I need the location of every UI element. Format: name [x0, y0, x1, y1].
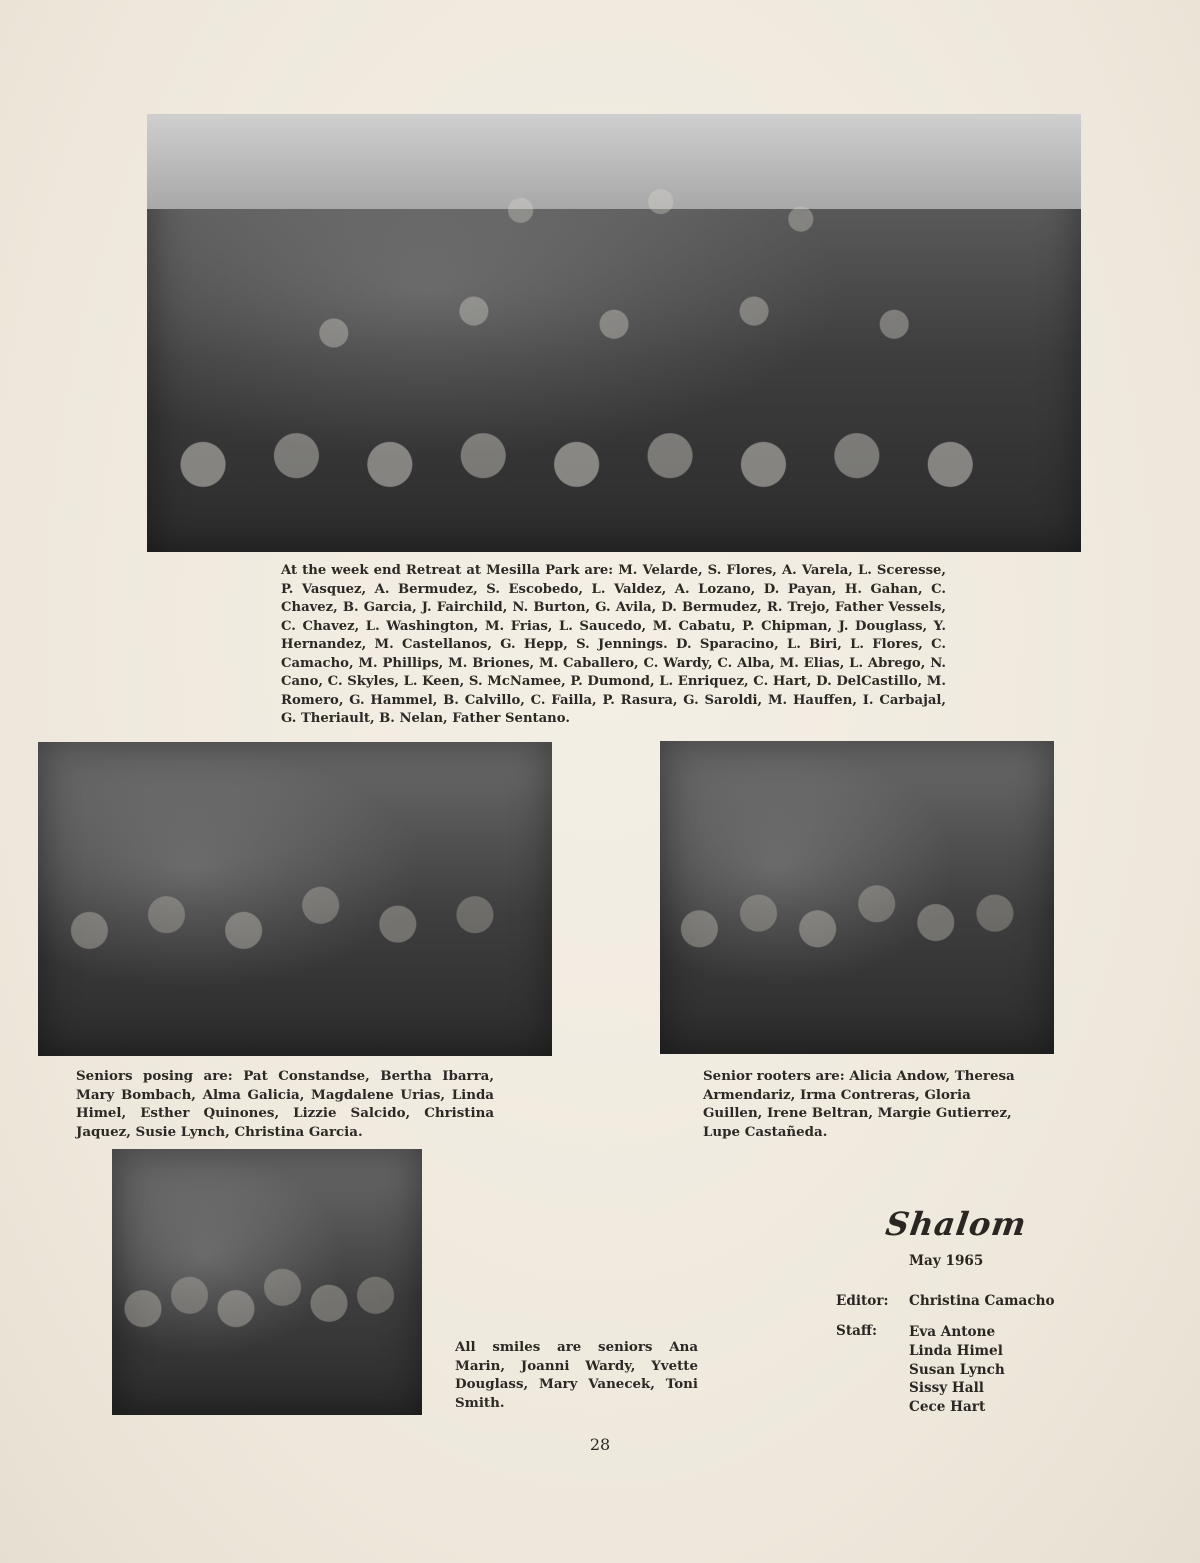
all-smiles-photo: [112, 1149, 422, 1415]
retreat-group-photo: [147, 114, 1081, 552]
staff-member: Susan Lynch: [909, 1361, 1005, 1378]
photo-crowd: [38, 742, 552, 1056]
photo-crowd: [112, 1149, 422, 1415]
seniors-posing-photo: [38, 742, 552, 1056]
staff-member: Eva Antone: [909, 1324, 996, 1340]
editor-label: Editor:: [836, 1293, 889, 1309]
staff-member: Linda Himel: [909, 1342, 1003, 1359]
publication-title: Shalom: [883, 1205, 1030, 1243]
photo-crowd: [660, 741, 1054, 1054]
staff-member: Sissy Hall: [909, 1380, 984, 1397]
smiles-caption: All smiles are seniors Ana Marin, Joanni Wardy, Yvette Douglass, Mary Vanecek, Toni Smith.: [455, 1339, 698, 1411]
photo-crowd: [147, 114, 1081, 552]
retreat-caption: At the week end Retreat at Mesilla Park are: M. Velarde, S. Flores, A. Varela, L. Sceresse, P. Vasquez, A. Bermudez, S. Escobedo, L. Valdez, A. Lozano, D. Payan, H. Gahan, C. Chavez, B. Garcia, J. Fairchild, N. Burton, G. Avila, D. Bermudez, R. Trejo, Father Vessels, C. Chavez, L. Washington, M. Frias, L. Saucedo, M. Cabatu, P. Chipman, J. Douglass, Y. Hernandez, M. Castellanos, G. Hepp, S. Jennings. D. Sparacino, L. Biri, L. Flores, C. Camacho, M. Phillips, M. Briones, M. Caballero, C. Wardy, C. Alba, M. Elias, L. Abrego, N. Cano, C. Skyles, L. Keen, S. McNamee, P. Dumond, L. Enriquez, C. Hart, D. DelCastillo, M. Romero, G. Hammel, B. Calvillo, C. Failla, P. Rasura, G. Saroldi, M. Hauffen, I. Carbajal, G. Theriault, B. Nelan, Father Sentano.: [281, 563, 946, 726]
staff-list: [909, 1323, 1005, 1417]
senior-rooters-photo: [660, 741, 1054, 1054]
rooters-caption: Senior rooters are: Alicia Andow, Theresa Armendariz, Irma Contreras, Gloria Guillen, Irene Beltran, Margie Gutierrez, Lupe Castañeda.: [703, 1068, 1015, 1140]
staff-member: Cece Hart: [909, 1399, 986, 1416]
staff-label: Staff:: [836, 1323, 878, 1339]
page-number: 28: [589, 1435, 611, 1454]
seniors-caption: Seniors posing are: Pat Constandse, Bertha Ibarra, Mary Bombach, Alma Galicia, Magdalene Urias, Linda Himel, Esther Quinones, Lizzie Salcido, Christina Jaquez, Susie Lynch, Christina Garcia.: [76, 1068, 494, 1140]
editor-name: Christina Camacho: [909, 1293, 1055, 1309]
issue-date: May 1965: [909, 1253, 984, 1269]
